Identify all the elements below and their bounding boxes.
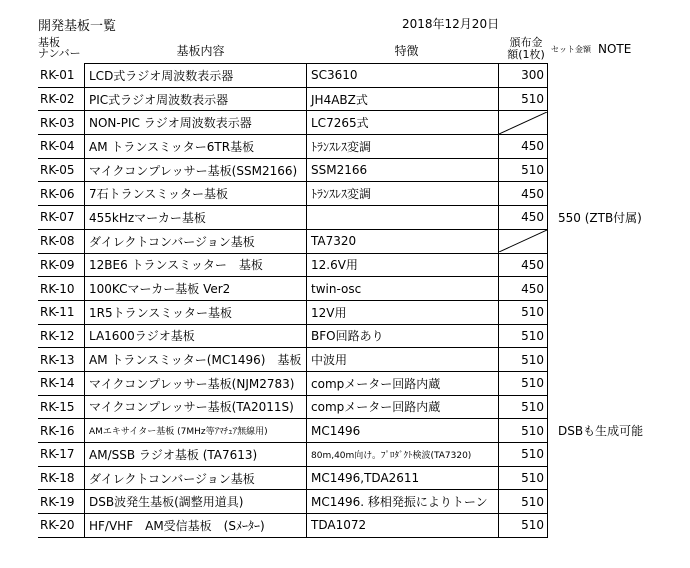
board-code-cell: RK-13: [38, 348, 85, 372]
board-price-cell: 510: [499, 490, 548, 514]
page-title: 開発基板一覧: [38, 19, 117, 34]
board-content-cell: 100KCマーカー基板 Ver2: [85, 277, 307, 301]
table-row: [38, 300, 682, 324]
board-code-cell: RK-11: [38, 300, 85, 324]
board-note-cell: [548, 277, 683, 301]
board-feature-cell: 中波用: [307, 348, 499, 372]
board-note-cell: [548, 371, 683, 395]
board-note-cell: [548, 158, 683, 182]
board-code-cell: RK-12: [38, 324, 85, 348]
board-content-cell: マイクコンプレッサー基板(SSM2166): [85, 158, 307, 182]
board-feature-cell: 12.6V用: [307, 253, 499, 277]
table-row: [38, 324, 682, 348]
header-price-line1: 頒布金: [509, 36, 543, 49]
board-note-cell: DSBも生成可能: [558, 424, 644, 439]
board-content-cell: PIC式ラジオ周波数表示器: [85, 87, 307, 111]
table-row: [38, 111, 682, 135]
board-content-cell: NON-PIC ラジオ周波数表示器: [85, 111, 307, 135]
board-price-cell: 510: [499, 348, 548, 372]
date-label: 2018年12月20日: [402, 17, 500, 31]
board-price-cell: 450: [499, 253, 548, 277]
board-code-cell: RK-14: [38, 371, 85, 395]
board-note-cell: [548, 490, 683, 514]
board-price-cell: 450: [499, 182, 548, 206]
board-price-cell: 510: [499, 158, 548, 182]
board-code-cell: RK-02: [38, 87, 85, 111]
board-price-cell: 510: [499, 443, 548, 467]
board-content-cell: AM トランスミッター6TR基板: [85, 135, 307, 159]
board-price-cell: 450: [499, 135, 548, 159]
board-code-cell: RK-10: [38, 277, 85, 301]
board-feature-cell: MC1496: [307, 419, 499, 443]
board-content-cell: LCD式ラジオ周波数表示器: [85, 64, 307, 88]
board-note-cell: [548, 87, 683, 111]
header-note: NOTE: [598, 42, 632, 56]
board-feature-cell: TDA1072: [307, 514, 499, 538]
board-feature-cell: MC1496. 移相発振によりトーン: [307, 490, 499, 514]
board-price-cell: 510: [499, 466, 548, 490]
table-row: [38, 64, 682, 88]
board-code-cell: RK-08: [38, 229, 85, 253]
header-price-line2: 額(1枚): [507, 48, 545, 61]
board-code-cell: RK-18: [38, 466, 85, 490]
table-row: [38, 87, 682, 111]
board-code-cell: RK-09: [38, 253, 85, 277]
header-code-line2: ナンバー: [38, 47, 81, 60]
table-row: [38, 371, 682, 395]
board-price-cell: 510: [499, 300, 548, 324]
board-note-cell: 550 (ZTB付属): [558, 210, 642, 225]
board-table: [38, 63, 682, 538]
board-content-cell: LA1600ラジオ基板: [85, 324, 307, 348]
board-price-cell: 510: [499, 371, 548, 395]
table-row: [38, 158, 682, 182]
board-content-cell: ダイレクトコンバージョン基板: [85, 466, 307, 490]
board-content-cell: HF/VHF AM受信基板 (Sﾒｰﾀｰ): [85, 514, 307, 538]
header-board-content: 基板内容: [176, 44, 225, 58]
board-price-cell: 510: [499, 324, 548, 348]
board-content-cell: 12BE6 トランスミッター 基板: [85, 253, 307, 277]
board-content-cell: 7石トランスミッター基板: [85, 182, 307, 206]
board-content-cell: マイクコンプレッサー基板(NJM2783): [85, 371, 307, 395]
board-content-cell: AM トランスミッター(MC1496) 基板: [85, 348, 307, 372]
board-note-cell: [548, 229, 683, 253]
board-feature-cell: TA7320: [307, 229, 499, 253]
board-feature-cell: 12V用: [307, 300, 499, 324]
board-price-cell: 510: [499, 514, 548, 538]
table-row: [38, 419, 682, 443]
board-feature-cell: SC3610: [307, 64, 499, 88]
board-price-cell: [499, 229, 548, 253]
board-note-cell: [548, 466, 683, 490]
board-feature-cell: ﾄﾗﾝｽﾚｽ変調: [307, 135, 499, 159]
board-feature-cell: compメーター回路内蔵: [307, 371, 499, 395]
not-available-slash: [499, 230, 547, 252]
board-feature-cell: compメーター回路内蔵: [307, 395, 499, 419]
table-row: [38, 490, 682, 514]
board-code-cell: RK-16: [38, 419, 85, 443]
board-note-cell: [548, 395, 683, 419]
header-set-price: セット金額: [551, 45, 591, 54]
table-row: [38, 466, 682, 490]
header-feature: 特徴: [394, 44, 419, 58]
not-available-slash: [499, 112, 547, 134]
board-feature-cell: JH4ABZ式: [307, 87, 499, 111]
board-note-cell: [548, 135, 683, 159]
board-feature-cell: BFO回路あり: [307, 324, 499, 348]
board-feature-cell: MC1496,TDA2611: [307, 466, 499, 490]
board-content-cell: AMエキサイター基板 (7MHz等ｱﾏﾁｭｱ無線用): [85, 419, 307, 443]
board-code-cell: RK-07: [38, 206, 85, 230]
table-row: [38, 514, 682, 538]
board-feature-cell: ﾄﾗﾝｽﾚｽ変調: [307, 182, 499, 206]
board-price-cell: 510: [499, 419, 548, 443]
table-row: [38, 277, 682, 301]
board-content-cell: ダイレクトコンバージョン基板: [85, 229, 307, 253]
board-code-cell: RK-04: [38, 135, 85, 159]
board-note-cell: [548, 514, 683, 538]
board-feature-cell: SSM2166: [307, 158, 499, 182]
table-row: [38, 443, 682, 467]
board-code-cell: RK-20: [38, 514, 85, 538]
board-note-cell: [548, 64, 683, 88]
board-price-cell: 300: [499, 64, 548, 88]
header-price: [502, 37, 550, 61]
table-row: [38, 206, 682, 230]
board-feature-cell: LC7265式: [307, 111, 499, 135]
board-feature-cell: twin-osc: [307, 277, 499, 301]
board-code-cell: RK-01: [38, 64, 85, 88]
board-price-cell: 450: [499, 206, 548, 230]
board-feature-cell: [307, 206, 499, 230]
board-content-cell: 1R5トランスミッター基板: [85, 300, 307, 324]
board-content-cell: AM/SSB ラジオ基板 (TA7613): [85, 443, 307, 467]
table-row: [38, 229, 682, 253]
table-row: [38, 348, 682, 372]
board-code-cell: RK-05: [38, 158, 85, 182]
table-row: [38, 253, 682, 277]
table-row: [38, 182, 682, 206]
board-note-cell: [548, 111, 683, 135]
board-code-cell: RK-17: [38, 443, 85, 467]
board-content-cell: 455kHzマーカー基板: [85, 206, 307, 230]
board-price-cell: 450: [499, 277, 548, 301]
board-price-cell: [499, 111, 548, 135]
board-code-cell: RK-19: [38, 490, 85, 514]
board-note-cell: [548, 182, 683, 206]
board-note-cell: [548, 348, 683, 372]
table-row: [38, 395, 682, 419]
board-note-cell: [548, 253, 683, 277]
board-content-cell: マイクコンプレッサー基板(TA2011S): [85, 395, 307, 419]
board-feature-cell: 80m,40m向け。ﾌﾟﾛﾀﾞｸﾄ検波(TA7320): [307, 443, 499, 467]
board-note-cell: [548, 324, 683, 348]
board-code-cell: RK-15: [38, 395, 85, 419]
board-note-cell: [548, 443, 683, 467]
board-table-body: [38, 64, 682, 538]
board-price-cell: 510: [499, 87, 548, 111]
board-code-cell: RK-03: [38, 111, 85, 135]
board-content-cell: DSB波発生基板(調整用道具): [85, 490, 307, 514]
board-code-cell: RK-06: [38, 182, 85, 206]
board-price-cell: 510: [499, 395, 548, 419]
table-row: [38, 135, 682, 159]
header-code-line1: 基板: [38, 36, 60, 49]
board-note-cell: [548, 300, 683, 324]
header-board-number: [38, 37, 81, 59]
